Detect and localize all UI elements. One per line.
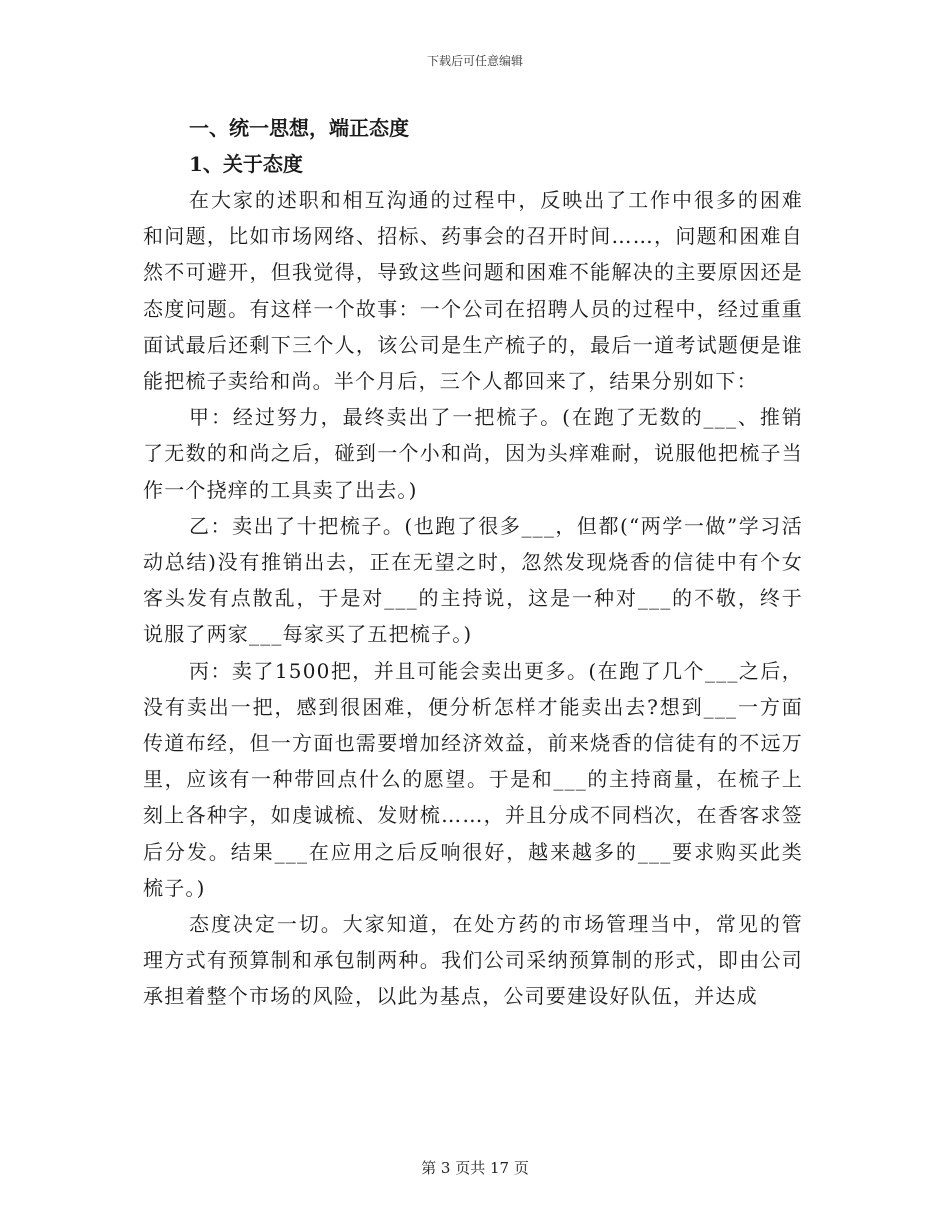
paragraph-jia: 甲：经过努力，最终卖出了一把梳子。(在跑了无数的___、推销了无数的和尚之后，碰到一个小和尚，因为头痒难耐，说服他把梳子当作一个挠痒的工具卖了出去。): [143, 405, 803, 502]
section-heading: 一、统一思想，端正态度: [189, 116, 409, 140]
paragraph-intro: 在大家的述职和相互沟通的过程中，反映出了工作中很多的困难和问题，比如市场网络、招标、药事会的召开时间……，问题和困难自然不可避开，但我觉得，导致这些问题和困难不能解决的主要原因还是态度问题。有这样一个故事：一个公司在招聘人员的过程中，经过重重面试最后还剩下三个人，该公司是生产梳子的，最后一道考试题便是谁能把梳子卖给和尚。半个月后，三个人都回来了，结果分别如下：: [143, 188, 803, 394]
document-body: [143, 110, 803, 1015]
page-number-footer: 第 3 页共 17 页: [421, 1159, 529, 1177]
paragraph-bing: 丙：卖了1500把，并且可能会卖出更多。(在跑了几个___之后，没有卖出一把，感到很困难，便分析怎样才能卖出去?想到___一方面传道布经，但一方面也需要增加经济效益，前来烧香的信徒有的不远万里，应该有一种带回点什么的愿望。于是和___的主持商量，在梳子上刻上各种字，如虔诚梳、发财梳……，并且分成不同档次，在香客求签后分发。结果___在应用之后反响很好，越来越多的___要求购买此类梳子。): [143, 658, 803, 900]
page-header-note: 下载后可任意编辑: [426, 54, 523, 68]
subsection-heading: 1、关于态度: [189, 152, 303, 176]
paragraph-attitude: 态度决定一切。大家知道，在处方药的市场管理当中，常见的管理方式有预算制和承包制两种。我们公司采纳预算制的形式，即由公司承担着整个市场的风险，以此为基点，公司要建设好队伍，并达成: [143, 912, 803, 1009]
paragraph-yi: 乙：卖出了十把梳子。(也跑了很多___，但都(“两学一做”学习活动总结)没有推销出去，正在无望之时，忽然发现烧香的信徒中有个女客头发有点散乱，于是对___的主持说，这是一种对___的不敬，终于说服了两家___每家买了五把梳子。): [143, 513, 803, 647]
